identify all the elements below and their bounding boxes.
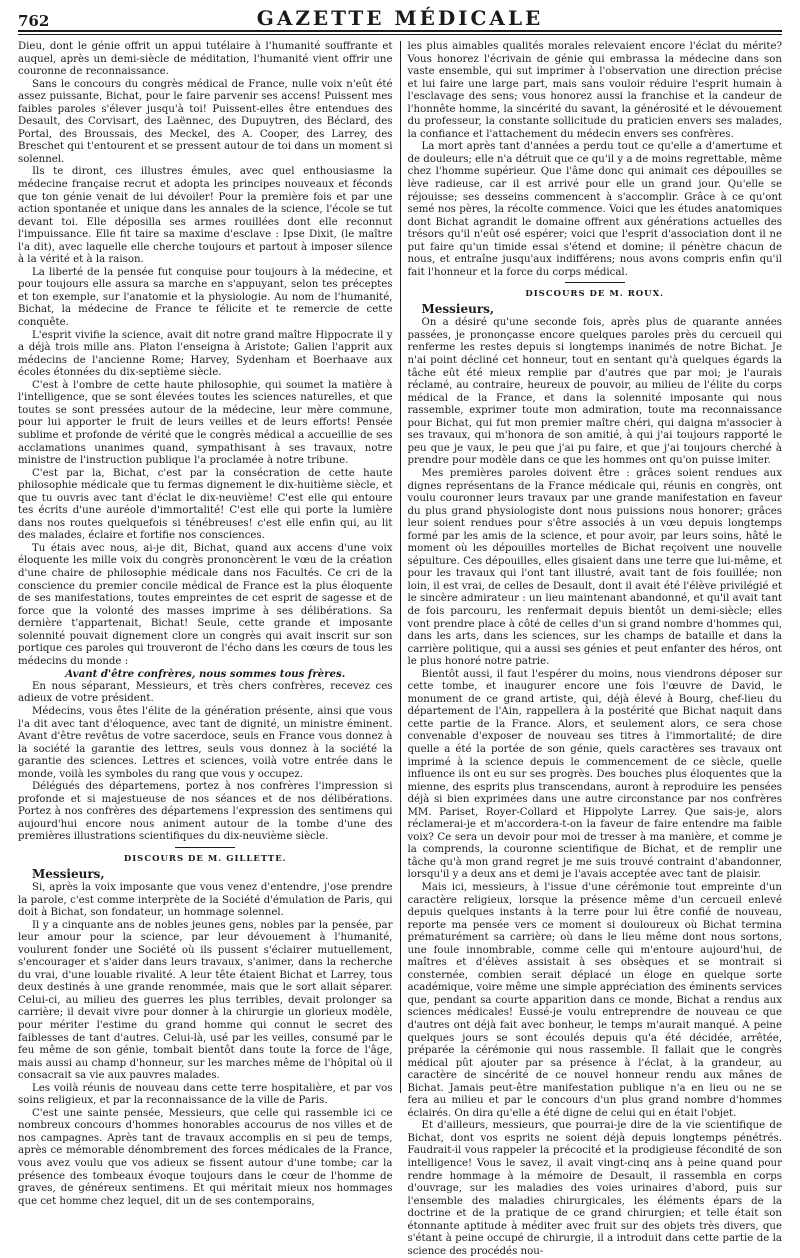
salutation: Messieurs, xyxy=(421,302,495,317)
section-heading-roux: DISCOURS DE M. ROUX. xyxy=(525,289,665,300)
paragraph: Dieu, dont le génie offrit un appui tutélaire à l'humanité souffrante et auquel, après un demi-siècle de méditation, l'humanité vient offrir une couronne de reconnaissance. xyxy=(18,41,393,78)
column-divider xyxy=(400,41,401,1093)
article-columns xyxy=(18,41,782,1257)
motto: Avant d'être confrères, nous sommes tous frères. xyxy=(65,668,346,681)
paragraph: les plus aimables qualités morales relevaient encore l'éclat du mérite? Vous honorez l'écrivain de génie qui embrassa la médecine dans son vaste ensemble, qui sut imprimer à l'observation une direction précise et lui faire une large part, mais sans vouloir réduire l'esprit humain à l'esclavage des sens; vous honorez aussi la franchise et la candeur de l'honnête homme, la sincérité du savant, la générosité et le dévouement du professeur, la constante sollicitude du praticien envers ses malades, la confiance et l'attachement du médecin envers ses confrères. xyxy=(407,41,782,140)
paragraph: C'est par la, Bichat, c'est par la consécration de cette haute philosophie médicale que tu fermas dignement le dix-huitième siècle, et que tu ouvris avec tant d'éclat le dix-neuvième! C'est elle qui entoure tes écrits d'une auréole d'immortalité! C'est elle qui porte la lumière dans nos routes quelquefois si ténébreuses! c'est elle enfin qui, au lit des malades, éclaire et fortifie nos consciences. xyxy=(18,467,393,542)
section-divider xyxy=(175,847,235,848)
paragraph: Mes premières paroles doivent être : grâces soient rendues aux dignes représentans de la France médicale qui, réunis en congrès, ont voulu couronner leurs travaux par une grande manifestation en faveur du plus grand physiologiste dont nous puissions nous honorer; grâces leur soient rendues pour s'être associés à un vœu depuis longtemps formé par les amis de la science, et pour avoir, par leurs soins, hâté le moment où les dépouilles mortelles de Bichat reçoivent une nouvelle sépulture. Ces dépouilles, elles gisaient dans une terre que lui-même, et pour les travaux qui l'ont tant illustré, avait tant de fois fouillée; non loin, il est vrai, de celles de Desault, dont il avait été l'élève privilégié et le sincère admirateur : un lieu maintenant abandonné, et qu'il avait tant de fois parcouru, les renfermait depuis bientôt un demi-siècle; elles vont prendre place à côté de celles d'un si grand nombre d'hommes qui, dans les arts, dans les sciences, sur les champs de bataille et dans la carrière politique, qui a aussi ses génies et peut enfanter des héros, ont le plus honoré notre patrie. xyxy=(407,467,782,668)
salutation: Messieurs, xyxy=(32,867,105,881)
paragraph: Il y a cinquante ans de nobles jeunes gens, nobles par la pensée, par leur amour pour la science, par leur dévouement à l'humanité, voulurent fonder une Société où ils pussent s'éclairer mutuellement, s'encourager et s'aider dans leurs travaux, s'animer, dans la recherche du vrai, d'une louable rivalité. A leur tête étaient Bichat et Larrey, tous deux destinés à une grande renommée, mais que le sort allait séparer. Celui-ci, au milieu des guerres les plus terribles, devait prolonger sa carrière; il devait vivre pour donner à la chirurgie un glorieux modèle, pour mériter l'estime du grand homme qui connut le secret des faiblesses de tant d'autres. Celui-là, usé par les veilles, consumé par le feu même de son génie, tombait bientôt dans toute la force de l'âge, mais aussi au champ d'honneur, sur les marches même de l'hôpital où il consacrait sa vie aux pauvres malades. xyxy=(18,919,393,1082)
paragraph: Les voilà réunis de nouveau dans cette terre hospitalière, et par vos soins religieux, et par la reconnaissance de la ville de Paris. xyxy=(18,1082,393,1107)
left-column xyxy=(18,41,393,1207)
masthead xyxy=(18,6,782,32)
paragraph: Et d'ailleurs, messieurs, que pourrai-je dire de la vie scientifique de Bichat, dont vos esprits ne soient déjà depuis longtemps pénétrés. Faudrait-il vous rappeler la précocité et la prodigieuse fécondité de son intelligence! Vous le savez, il avait vingt-cinq ans à peine quand pour rendre hommage à la mémoire de Desault, il rassembla en corps d'ouvrage, sur les maladies des voies urinaires d'abord, puis sur l'ensemble des maladies chirurgicales, les éléments épars de la doctrine et de la pratique de ce grand chirurgien; et telle était son étonnante aptitude à méditer avec fruit sur des objets très divers, que s'étant à peine occupé de chirurgie, il a introduit dans cette partie de la science des procédés nou- xyxy=(407,1120,782,1257)
paragraph: Tu étais avec nous, ai-je dit, Bichat, quand aux accens d'une voix éloquente les mille voix du congrès prononcèrent le vœu de la création d'une chaire de philosophie médicale dans nos Facultés. Ce cri de la conscience du premier concile médical de France est la plus éloquente de ses manifestations, toutes empreintes de cet esprit de sagesse et de force que la volonté des masses imprime à ses délibérations. Sa dernière t'appartenait, Bichat! Seule, cette grande et imposante solennité pouvait dignement clore un congrès qui avait inscrit sur son portique ces paroles qui trouveront de l'écho dans les cœurs de tous les médecins du monde : xyxy=(18,542,393,667)
paragraph: Sans le concours du congrès médical de France, nulle voix n'eût été assez puissante, Bichat, pour le faire parvenir ses accens! Puissent mes faibles paroles s'élever jusqu'à toi! Puissent-elles être entendues des Desault, des Corvisart, des Laënnec, des Dupuytren, des Béclard, des Portal, des Broussais, des Meckel, des A. Cooper, des Larrey, des Breschet qui t'entourent et se pressent autour de toi dans un moment si solennel. xyxy=(18,78,393,165)
paragraph: La liberté de la pensée fut conquise pour toujours à la médecine, et pour toujours elle assura sa marche en s'appuyant, selon tes préceptes et ton exemple, sur l'anatomie et la physiologie. Au nom de l'humanité, Bichat, la médecine de France te félicite et te remercie de cette conquête. xyxy=(18,266,393,329)
paragraph: C'est à l'ombre de cette haute philosophie, qui soumet la matière à l'intelligence, que se sont élevées toutes les sciences naturelles, et que toutes se sont pressées autour de la médecine, leur mère commune, pour lui apporter le fruit de leurs veilles et de leurs efforts! Pensée sublime et profonde de vérité que le congrès médical a accueillie de ses acclamations unanimes quand, sympathisant à ses travaux, notre ministre de l'instruction publique l'a proclamée à notre tribune. xyxy=(18,379,393,467)
paragraph: Ils te diront, ces illustres émules, avec quel enthousiasme la médecine française recrut et adopta les principes nouveaux et féconds que ton génie venait de lui dévoiler! Pour la première fois et par une action spontanée et unique dans les annales de la science, l'école se tut devant toi. Elle déposilla ses armes rouillées dont elle reconnut l'impuissance. Elle fit taire sa maxime d'esclave : Ipse Dixit, (le maître l'a dit), avec laquelle elle cherche toujours et partout à imposer silence à la vérité et à la raison. xyxy=(18,166,393,266)
paragraph: La mort après tant d'années a perdu tout ce qu'elle a d'amertume et de douleurs; elle n'a détruit que ce qu'il y a de moins regrettable, même chez l'homme supérieur. Que l'âme donc qui animait ces dépouilles se lève radieuse, car il est arrivé pour elle un grand jour. Qu'elle se réjouisse; ses desseins commencent à s'accomplir. Grâce à ce qu'ont semé nos pères, la récolte commence. Voici que les études anatomiques dont Bichat agrandit le domaine offrent aux générations actuelles des trésors qu'il n'eût osé espérer; voici que l'esprit d'association dont il ne put faire qu'un timide essai s'étend et domine; il pénètre chacun de nous, et entraîne jusqu'aux indifférens; nous avons compris enfin qu'il fait l'honneur et la force du corps médical. xyxy=(407,141,782,278)
paragraph: Médecins, vous êtes l'élite de la génération présente, ainsi que vous l'a dit avec tant d'éloquence, avec tant de dignité, un ministre éminent. Avant d'être revêtus de votre sacerdoce, seuls en France vous donnez à la société la garantie des lettres, seuls vous donnez à la société la garantie des sciences. Lettres et sciences, voilà votre entrée dans le monde, voilà les symboles du rang que vous y occupez. xyxy=(18,705,393,780)
paragraph: On a désiré qu'une seconde fois, après plus de quarante années passées, je prononçasse encore quelques paroles près du cercueil qui renferme les restes depuis si longtemps inanimés de notre Bichat. Je n'ai point décliné cet honneur, tout en sentant qu'à quelques égards la tâche eût été mieux remplie par d'autres que par moi; je l'aurais réclamé, au contraire, heureux de pouvoir, au milieu de l'élite du corps médical de la France, et dans la solennité imposante qui nous rassemble, exprimer toute mon admiration, toute ma reconnaissance pour Bichat, qui fut mon premier maître chéri, qui daigna m'associer à ses travaux, qui m'honora de son amitié, à qui j'ai toujours rapporté le peu que je vaux, le peu que j'ai pu faire, et que j'ai toujours cherché à prendre pour modèle dans ce que les hommes ont qu'on puisse imiter. xyxy=(407,317,782,467)
paragraph: Si, après la voix imposante que vous venez d'entendre, j'ose prendre la parole, c'est comme interprète de la Société d'émulation de Paris, qui doit à Bichat, son fondateur, un hommage solennel. xyxy=(18,882,393,919)
section-heading-gillette: DISCOURS DE M. GILLETTE. xyxy=(123,854,287,864)
section-divider xyxy=(565,282,625,283)
page-number: 762 xyxy=(18,12,50,30)
header-rule xyxy=(18,34,782,35)
paragraph: Mais ici, messieurs, à l'issue d'une cérémonie tout empreinte d'un caractère religieux, lorsque la présence même d'un cercueil enlevé depuis quelques instants à la terre pour lui être confié de nouveau, reporte ma pensée vers ce moment si douloureux où Bichat termina prématurément sa carrière; où dans le lieu même dont nous sortons, une foule innombrable, comme celle qui m'entoure aujourd'hui, de maîtres et d'élèves assistait à ses obsèques et se montrait si consternée, combien serait déplacé un éloge en quelque sorte académique, voire même une simple appréciation des éminents services que, pendant sa courte apparition dans ce monde, Bichat a rendus aux sciences médicales! Eussé-je voulu entreprendre de nouveau ce que d'autres ont déjà fait avec bonheur, le temps m'aurait manqué. A peine quelques jours se sont écoulés depuis qu'a été décidée, arrêtée, préparée la cérémonie qui nous rassemble. Il fallait que le congrès médical pût ajouter par sa présence à l'éclat, à la grandeur, au caractère de sincérité de ce nouvel honneur rendu aux mânes de Bichat. Jamais peut-être manifestation publique n'a en lieu ou ne se fera au milieu et par le concours d'un plus grand nombre d'hommes éclairés. On dira qu'elle a été digne de celui qui en était l'objet. xyxy=(407,882,782,1119)
paragraph: Bientôt aussi, il faut l'espérer du moins, nous viendrons déposer sur cette tombe, et inaugurer encore une fois l'œuvre de David, le monument de ce grand artiste, qui, déjà élevé à Bourg, chef-lieu du département de l'Ain, rappellera à la postérité que Bichat naquit dans cette partie de la France. Alors, et seulement alors, ce sera chose convenable d'exposer de nouveau ses titres à l'immortalité; de dire quelle a été la portée de son génie, quels caractères ses travaux ont imprimé à la science depuis le commencement de ce siècle, quelle influence ils ont eu sur ses progrès. Des bouches plus éloquentes que la mienne, des esprits plus transcendans, auront à reproduire les pensées déjà si bien exprimées dans une autre circonstance par nos confrères MM. Pariset, Royer-Collard et Hippolyte Larrey. Que sais-je, alors réclamerai-je et m'accordera-t-on la faveur de faire entendre ma faible voix? Ce sera un devoir pour moi de tresser à ma manière, et comme je la comprends, la couronne scientifique de Bichat, et de remplir une tâche qu'à mon grand regret je me suis trouvé contraint d'abandonner, lorsqu'il y a deux ans et demi je l'avais acceptée avec tant de plaisir. xyxy=(407,668,782,881)
paragraph: L'esprit vivifie la science, avait dit notre grand maître Hippocrate il y a déjà trois mille ans. Platon l'enseigna à Aristote; Galien l'apprit aux médecins de l'ancienne Rome; Harvey, Sydenham et Boerhaave aux écoles étonnées du dix-septième siècle. xyxy=(18,329,393,379)
journal-title: GAZETTE MÉDICALE xyxy=(256,6,544,30)
right-column xyxy=(407,41,782,1257)
paragraph: En nous séparant, Messieurs, et très chers confrères, recevez ces adieux de votre président. xyxy=(18,680,393,705)
paragraph: C'est une sainte pensée, Messieurs, que celle qui rassemble ici ce nombreux concours d'hommes honorables accourus de nos villes et de nos campagnes. Après tant de travaux accomplis en si peu de temps, après ce mémorable dénombrement des forces médicales de la France, vous avez voulu que vos adieux se fissent autour d'une tombe; car la présence des tombeaux évoque toujours dans le cœur de l'homme de graves, de généreux sentimens. Et qui méritait mieux nos hommages que cet homme chez lequel, dit un de ses contemporains, xyxy=(18,1107,393,1207)
paragraph: Délégués des départemens, portez à nos confrères l'impression si profonde et si majestueuse de nos séances et de nos délibérations. Portez à nos confrères des départemens l'expression des sentimens qui aujourd'hui encore nous animent autour de la tombe d'une des premières illustrations scientifiques du dix-neuvième siècle. xyxy=(18,781,393,843)
